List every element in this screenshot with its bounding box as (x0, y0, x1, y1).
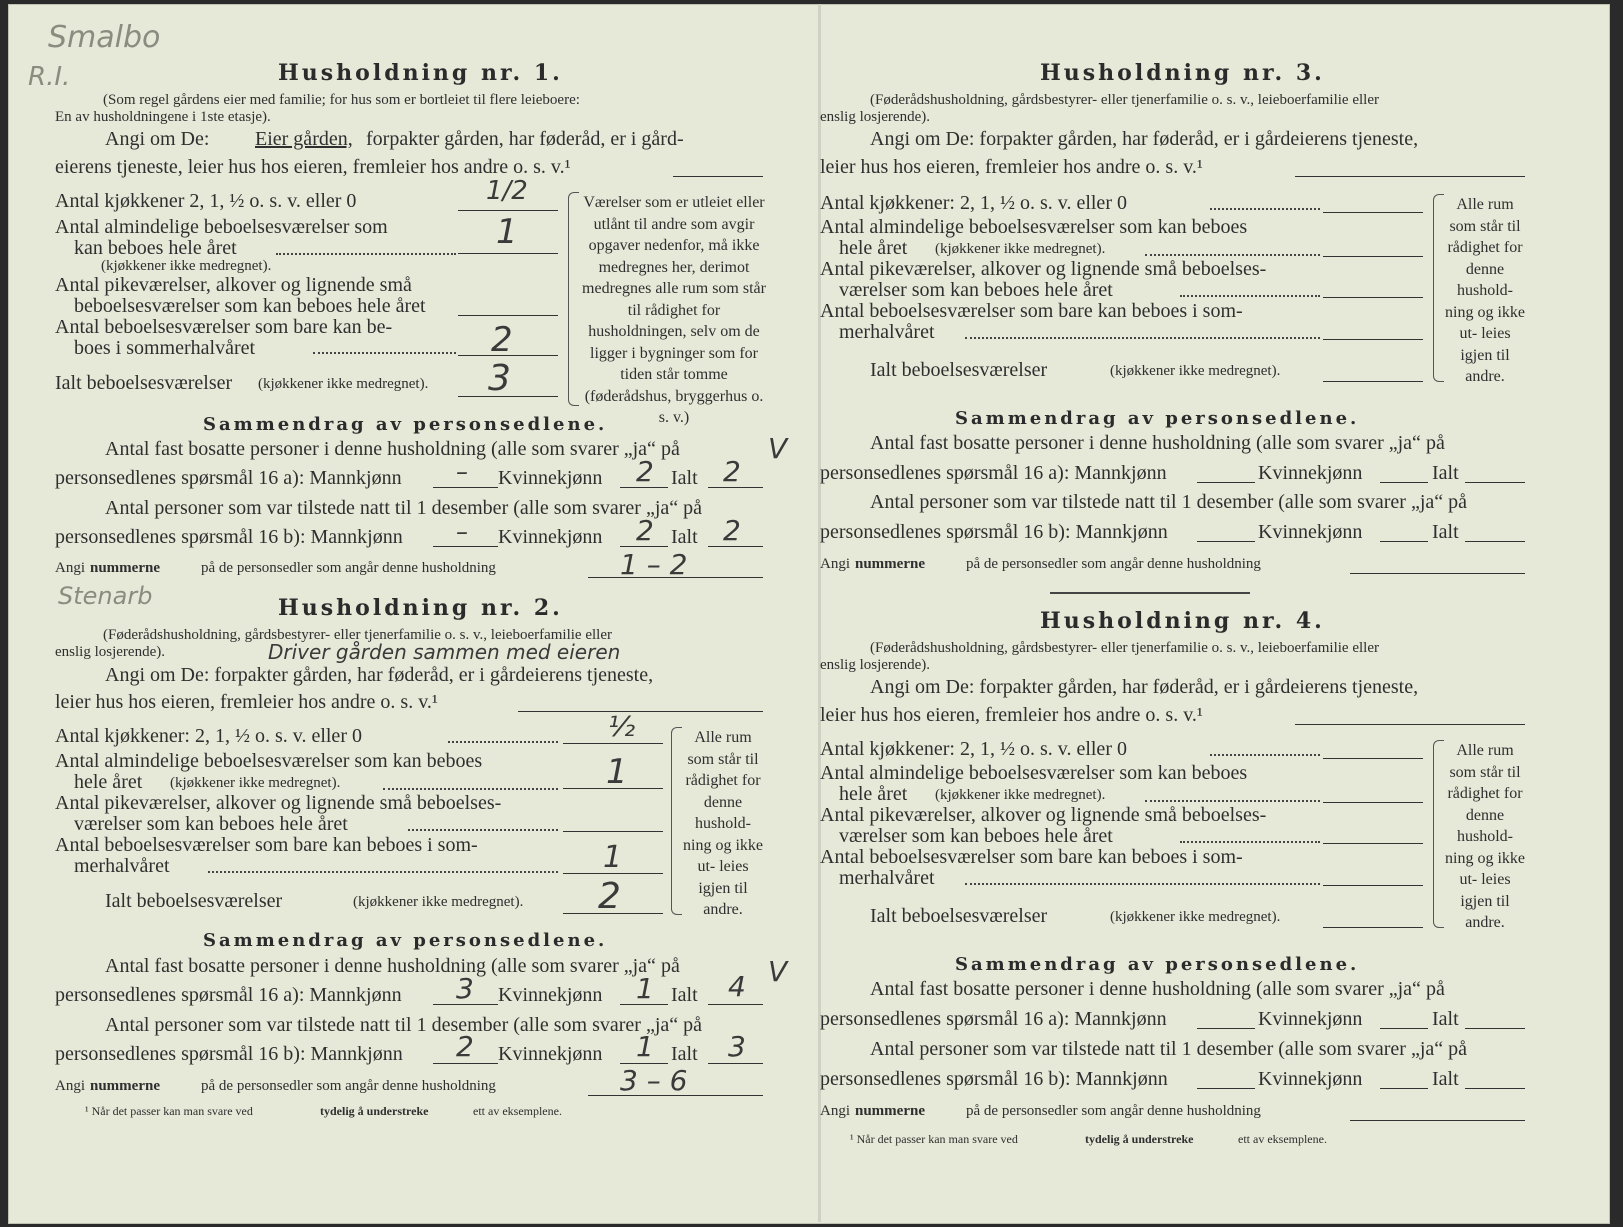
h1-numbers-label-a: Angi (55, 560, 85, 576)
h1-rooms-label: Antal almindelige beboelsesværelser som (55, 216, 388, 238)
brace (568, 192, 579, 406)
footnote-c: ett av eksemplene. (1238, 1132, 1327, 1146)
household-4-title: Husholdning nr. 4. (1040, 608, 1325, 634)
household-1-angi-label: Angi om De: (105, 128, 210, 150)
h1-present-female: 2 (636, 514, 654, 547)
household-2-angi-2: leier hus hos eieren, fremleier hos andre o. s. v.¹ (55, 691, 438, 713)
h1-rooms-value: 1 (496, 212, 518, 252)
h3-rooms-label-2: hele året (839, 237, 908, 259)
household-1-intro: (Som regel gårdens eier med familie; for hus som er bortleiet til flere leieboere: (103, 92, 580, 108)
h1-resident-total: 2 (723, 455, 741, 488)
h2-rooms-value: 1 (606, 752, 628, 792)
household-1-title: Husholdning nr. 1. (278, 60, 563, 86)
h3-kitchens-label: Antal kjøkkener: 2, 1, ½ o. s. v. eller 0 (820, 192, 1127, 214)
h2-summary-line-2: personsedlenes spørsmål 16 a): Mannkjønn (55, 984, 402, 1006)
h2-check-mark: V (768, 955, 788, 988)
h3-summary-title: Sammendrag av personsedlene. (955, 408, 1360, 429)
h1-present-total: 2 (723, 514, 741, 547)
h1-maid-rooms-label: Antal pikeværelser, alkover og lignende små (55, 274, 412, 296)
h3-present-female-label: Kvinnekjønn (1258, 521, 1363, 543)
handwritten-initials: R.I. (28, 62, 71, 92)
h2-numbers-label-c: på de personsedler som angår denne husholdning (201, 1078, 496, 1094)
h1-summer-rooms-label: Antal beboelsesværelser som bare kan be- (55, 316, 393, 338)
h2-kitchens-label: Antal kjøkkener: 2, 1, ½ o. s. v. eller 0 (55, 725, 362, 747)
h1-summary-line-1: Antal fast bosatte personer i denne husholdning (alle som svarer „ja“ på (105, 438, 680, 460)
h1-kitchens-label: Antal kjøkkener 2, 1, ½ o. s. v. eller 0 (55, 190, 357, 212)
h1-female-label: Kvinnekjønn (498, 467, 603, 489)
h2-rooms-note: (kjøkkener ikke medregnet). (170, 775, 341, 791)
household-3-intro: (Føderådshusholdning, gårdsbestyrer- eller tjenerfamilie o. s. v., leieboerfamilie eller (870, 92, 1379, 108)
household-2-intro: (Føderådshusholdning, gårdsbestyrer- eller tjenerfamilie o. s. v., leieboerfamilie eller (103, 627, 612, 643)
h1-present-line-2: personsedlenes spørsmål 16 b): Mannkjønn (55, 526, 403, 548)
h4-side-note: Alle rum som står til rådighet for denne hushold- ning og ikke ut- leies igjen til andre. (1445, 742, 1525, 931)
h2-present-total-label: Ialt (671, 1043, 698, 1065)
right-page (820, 0, 1623, 1218)
h1-maid-rooms-label-2: beboelsesværelser som kan beboes hele året (74, 295, 426, 317)
h4-total-note: (kjøkkener ikke medregnet). (1110, 909, 1281, 925)
h4-present-line-1: Antal personer som var tilstede natt til 1 desember (alle som svarer „ja“ på (870, 1038, 1468, 1060)
h3-side-note: Alle rum som står til rådighet for denne hushold- ning og ikke ut- leies igjen til andre. (1445, 196, 1525, 385)
h2-kitchens-value: ½ (608, 710, 636, 743)
h2-maid-rooms-label-2: værelser som kan beboes hele året (74, 813, 348, 835)
h2-total-persons-label: Ialt (671, 984, 698, 1006)
h2-present-line-2: personsedlenes spørsmål 16 b): Mannkjønn (55, 1043, 403, 1065)
h4-present-female-label: Kvinnekjønn (1258, 1068, 1363, 1090)
h3-female-label: Kvinnekjønn (1258, 462, 1363, 484)
h1-resident-female: 2 (636, 455, 654, 488)
h3-maid-rooms-label-2: værelser som kan beboes hele året (839, 279, 1113, 301)
h4-summary-line-1: Antal fast bosatte personer i denne husholdning (alle som svarer „ja“ på (870, 978, 1445, 1000)
h2-resident-male: 3 (456, 972, 474, 1005)
h1-present-male: – (456, 518, 468, 546)
h3-summer-rooms-label-2: merhalvåret (839, 321, 935, 343)
h1-total-value: 3 (488, 358, 511, 399)
household-2-intro-2: enslig losjerende). (55, 644, 165, 660)
h3-rooms-note: (kjøkkener ikke medregnet). (935, 241, 1106, 257)
h2-handwritten-answer: Driver gården sammen med eieren (268, 640, 621, 664)
h1-side-note: Værelser som er utleiet eller utlånt til andre som avgir opgaver nedenfor, må ikke medregnes her, derimot medregnes alle rum som står til rådighet for husholdningen, selv om de ligger i bygninger som for tiden står tomme (føderådshus, bryggerhus o. s. v.) (582, 194, 766, 426)
h1-numbers-label-c: på de personsedler som angår denne husholdning (201, 560, 496, 576)
h3-rooms-label: Antal almindelige beboelsesværelser som kan beboes (820, 216, 1248, 238)
section-divider (1050, 592, 1250, 594)
footnote-b: tydelig å understreke (1085, 1132, 1194, 1146)
h1-summary-title: Sammendrag av personsedlene. (203, 414, 608, 435)
h3-maid-rooms-label: Antal pikeværelser, alkover og lignende små beboelses- (820, 258, 1267, 280)
h1-summer-rooms-label-2: boes i sommerhalvåret (74, 337, 256, 359)
h2-present-total: 3 (728, 1030, 746, 1063)
handwritten-farm-name: Stenarb (58, 582, 153, 610)
household-3-angi: Angi om De: forpakter gården, har føderåd, er i gårdeierens tjeneste, (870, 128, 1419, 150)
h2-female-label: Kvinnekjønn (498, 984, 603, 1006)
h2-numbers-value: 3 – 6 (620, 1064, 688, 1097)
h1-rooms-note: (kjøkkener ikke medregnet). (101, 258, 272, 274)
household-2-title: Husholdning nr. 2. (278, 595, 563, 621)
h4-numbers-label-c: på de personsedler som angår denne husholdning (966, 1103, 1261, 1119)
h2-side-note: Alle rum som står til rådighet for denne hushold- ning og ikke ut- leies igjen til andre. (683, 729, 763, 918)
h2-summary-title: Sammendrag av personsedlene. (203, 930, 608, 951)
h3-numbers-label-c: på de personsedler som angår denne husholdning (966, 556, 1261, 572)
h4-rooms-label: Antal almindelige beboelsesværelser som kan beboes (820, 762, 1248, 784)
h2-present-female: 1 (636, 1030, 654, 1063)
h1-total-label: Ialt beboelsesværelser (55, 372, 233, 394)
h2-maid-rooms-label: Antal pikeværelser, alkover og lignende små beboelses- (55, 792, 502, 814)
h4-rooms-note: (kjøkkener ikke medregnet). (935, 787, 1106, 803)
household-2-angi: Angi om De: forpakter gården, har føderåd, er i gårdeierens tjeneste, (105, 664, 654, 686)
footnote-b: tydelig å understreke (320, 1104, 429, 1118)
h2-summer-rooms-label: Antal beboelsesværelser som bare kan beboes i som- (55, 834, 478, 856)
h4-summer-rooms-label: Antal beboelsesværelser som bare kan beboes i som- (820, 846, 1243, 868)
h4-summary-title: Sammendrag av personsedlene. (955, 954, 1360, 975)
handwritten-place-note: Smalbo (48, 20, 161, 55)
brace (1433, 740, 1444, 928)
h4-present-line-2: personsedlenes spørsmål 16 b): Mannkjønn (820, 1068, 1168, 1090)
h1-numbers-value: 1 – 2 (620, 548, 688, 581)
brace (1433, 194, 1444, 382)
h4-maid-rooms-label: Antal pikeværelser, alkover og lignende små beboelses- (820, 804, 1267, 826)
h3-numbers-label-a: Angi (820, 556, 850, 572)
h2-present-female-label: Kvinnekjønn (498, 1043, 603, 1065)
h3-present-line-1: Antal personer som var tilstede natt til 1 desember (alle som svarer „ja“ på (870, 491, 1468, 513)
h1-summary-line-2: personsedlenes spørsmål 16 a): Mannkjønn (55, 467, 402, 489)
h1-present-line-1: Antal personer som var tilstede natt til 1 desember (alle som svarer „ja“ på (105, 497, 703, 519)
h2-numbers-label-a: Angi (55, 1078, 85, 1094)
h1-present-female-label: Kvinnekjønn (498, 526, 603, 548)
brace (671, 727, 682, 915)
h4-total-label: Ialt beboelsesværelser (870, 905, 1048, 927)
h3-total-label: Ialt beboelsesværelser (870, 359, 1048, 381)
h4-maid-rooms-label-2: værelser som kan beboes hele året (839, 825, 1113, 847)
footnote-a: ¹ Når det passer kan man svare ved (85, 1104, 253, 1118)
h2-summer-rooms-label-2: merhalvåret (74, 855, 170, 877)
h1-kitchens-value: 1/2 (486, 176, 528, 206)
household-4-angi-2: leier hus hos eieren, fremleier hos andre o. s. v.¹ (820, 704, 1203, 726)
h4-rooms-label-2: hele året (839, 783, 908, 805)
h1-numbers-label-b: nummerne (90, 560, 160, 576)
h2-total-note: (kjøkkener ikke medregnet). (353, 894, 524, 910)
h3-summer-rooms-label: Antal beboelsesværelser som bare kan beboes i som- (820, 300, 1243, 322)
h1-check-mark: V (768, 432, 788, 465)
h1-summer-rooms-value: 2 (491, 320, 513, 360)
footnote-a: ¹ Når det passer kan man svare ved (850, 1132, 1018, 1146)
footnote-c: ett av eksemplene. (473, 1104, 562, 1118)
household-1-selected-option: Eier gården, (255, 128, 353, 150)
household-3-angi-2: leier hus hos eieren, fremleier hos andre o. s. v.¹ (820, 156, 1203, 178)
household-1-intro-2: En av husholdningene i 1ste etasje). (55, 109, 271, 125)
household-4-intro-2: enslig losjerende). (820, 657, 930, 673)
h2-present-line-1: Antal personer som var tilstede natt til 1 desember (alle som svarer „ja“ på (105, 1014, 703, 1036)
h3-total-note: (kjøkkener ikke medregnet). (1110, 363, 1281, 379)
h4-summary-line-2: personsedlenes spørsmål 16 a): Mannkjønn (820, 1008, 1167, 1030)
h2-summary-line-1: Antal fast bosatte personer i denne husholdning (alle som svarer „ja“ på (105, 955, 680, 977)
h1-total-note: (kjøkkener ikke medregnet). (258, 376, 429, 392)
household-4-angi: Angi om De: forpakter gården, har føderåd, er i gårdeierens tjeneste, (870, 676, 1419, 698)
h3-present-line-2: personsedlenes spørsmål 16 b): Mannkjønn (820, 521, 1168, 543)
household-4-intro: (Føderådshusholdning, gårdsbestyrer- eller tjenerfamilie o. s. v., leieboerfamilie eller (870, 640, 1379, 656)
h2-resident-total: 4 (728, 970, 746, 1003)
h3-total-persons-label: Ialt (1432, 462, 1459, 484)
h4-kitchens-label: Antal kjøkkener: 2, 1, ½ o. s. v. eller 0 (820, 738, 1127, 760)
h3-numbers-label-b: nummerne (855, 556, 925, 572)
h2-total-value: 2 (598, 876, 621, 917)
left-page (8, 0, 808, 1218)
h3-summary-line-2: personsedlenes spørsmål 16 a): Mannkjønn (820, 462, 1167, 484)
h1-present-total-label: Ialt (671, 526, 698, 548)
h3-summary-line-1: Antal fast bosatte personer i denne husholdning (alle som svarer „ja“ på (870, 432, 1445, 454)
h4-numbers-label-b: nummerne (855, 1103, 925, 1119)
h2-resident-female: 1 (636, 972, 654, 1005)
h4-female-label: Kvinnekjønn (1258, 1008, 1363, 1030)
household-1-angi-options-2: eierens tjeneste, leier hus hos eieren, fremleier hos andre o. s. v.¹ (55, 156, 571, 178)
h2-present-male: 2 (456, 1030, 474, 1063)
h2-rooms-label: Antal almindelige beboelsesværelser som kan beboes (55, 750, 483, 772)
h1-rooms-label-2: kan beboes hele året (74, 237, 237, 259)
page-fold (818, 4, 821, 1222)
h2-summer-rooms-value: 1 (603, 840, 623, 875)
h4-numbers-label-a: Angi (820, 1103, 850, 1119)
h1-resident-male: – (456, 458, 468, 486)
h3-present-total-label: Ialt (1432, 521, 1459, 543)
h4-summer-rooms-label-2: merhalvåret (839, 867, 935, 889)
h2-numbers-label-b: nummerne (90, 1078, 160, 1094)
h2-rooms-label-2: hele året (74, 771, 143, 793)
household-1-angi-options: forpakter gården, har føderåd, er i gård- (366, 128, 684, 150)
h4-present-total-label: Ialt (1432, 1068, 1459, 1090)
household-3-intro-2: enslig losjerende). (820, 109, 930, 125)
h4-total-persons-label: Ialt (1432, 1008, 1459, 1030)
h2-total-label: Ialt beboelsesværelser (105, 890, 283, 912)
household-3-title: Husholdning nr. 3. (1040, 60, 1325, 86)
h1-total-persons-label: Ialt (671, 467, 698, 489)
